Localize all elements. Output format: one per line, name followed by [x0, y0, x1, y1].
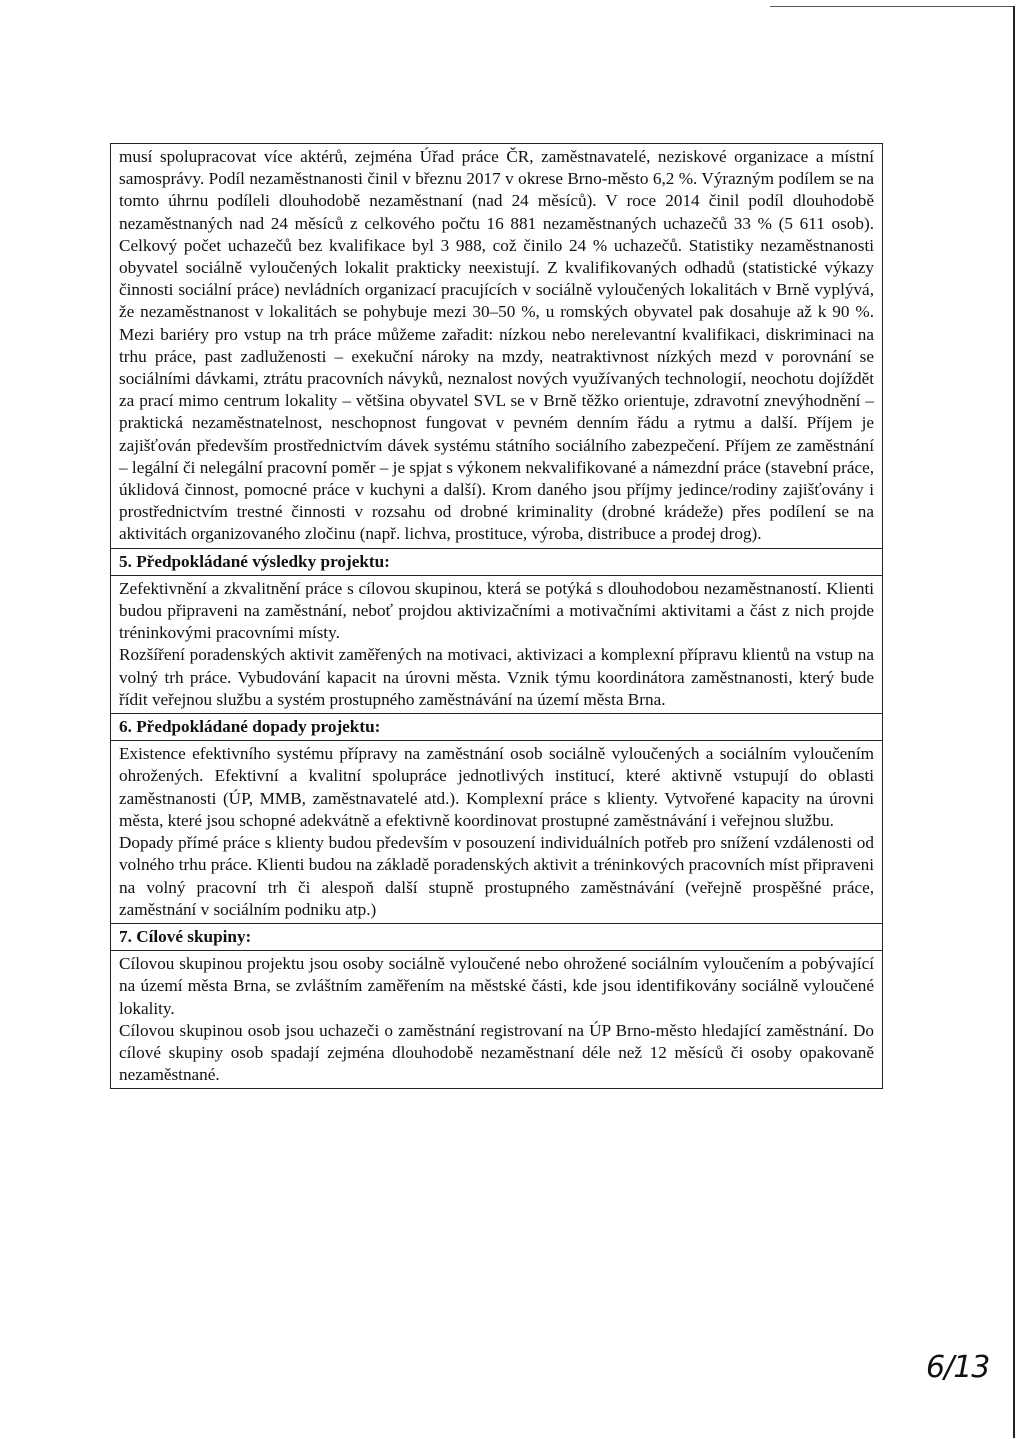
- section5-heading: 5. Předpokládané výsledky projektu:: [119, 551, 390, 571]
- scan-edge-top: [770, 6, 1015, 7]
- section6-paragraph-2: Dopady přímé práce s klienty budou především v posouzení individuálních potřeb pro snížení vzdálenosti od volného trhu práce. Klienti budou na základě poradenských aktivit a tréninkových pracovních míst připraveni na volný pracovní trh či alespoň další stupně prostupného zaměstnávání (veřejně prospěšné práce, zaměstnání v sociálním podniku atp.): [119, 833, 874, 919]
- section7-heading-cell: [111, 924, 882, 951]
- section5-heading-cell: [111, 549, 882, 576]
- section7-heading: 7. Cílové skupiny:: [119, 926, 252, 946]
- section6-heading-cell: [111, 714, 882, 741]
- section6-paragraph-1: Existence efektivního systému přípravy na zaměstnání osob sociálně vyloučených a sociálním vyloučením ohrožených. Efektivní a kvalitní spolupráce jednotlivých institucí, které aktivně vstupují do oblasti zaměstnanosti (ÚP, MMB, zaměstnavatelé atd.). Komplexní práce s klienty. Vytvořené kapacity na úrovni města, které jsou schopné adekvátně a efektivně koordinovat prostupné zaměstnávání i veřejnou službu.: [119, 744, 874, 830]
- section6-body-cell: [111, 741, 882, 924]
- section6-heading: 6. Předpokládané dopady projektu:: [119, 717, 381, 737]
- section5-body-cell: [111, 576, 882, 714]
- intro-cell: [111, 144, 882, 549]
- section5-paragraph-1: Zefektivnění a zkvalitnění práce s cílovou skupinou, která se potýká s dlouhodobou nezaměstnaností. Klienti budou připraveni na zaměstnání, neboť projdou aktivizačními a motivačními aktivitami a část z nich projde tréninkovými pracovními místy.: [119, 578, 874, 643]
- section7-paragraph-2: Cílovou skupinou osob jsou uchazeči o zaměstnání registrovaní na ÚP Brno-město hledající zaměstnání. Do cílové skupiny osob spadají zejména dlouhodobě nezaměstnaní déle než 12 měsíců či osoby opakovaně nezaměstnané.: [119, 1020, 874, 1085]
- handwritten-page-number: 6/13: [926, 1350, 990, 1385]
- section7-paragraph-1: Cílovou skupinou projektu jsou osoby sociálně vyloučené nebo ohrožené sociálním vyloučením a pobývající na území města Brna, se zvláštním zaměřením na městské části, kde jsou identifikovány sociálně vyloučené lokality.: [119, 954, 874, 1018]
- intro-paragraph: musí spolupracovat více aktérů, zejména Úřad práce ČR, zaměstnavatelé, neziskové organizace a místní samosprávy. Podíl nezaměstnanosti činil v březnu 2017 v okrese Brno-město 6,2 %. Výrazným podílem se na tomto úhrnu podíleli dlouhodobě nezaměstnaní (nad 24 měsíců). V roce 2014 činil podíl dlouhodobě nezaměstnaných nad 24 měsíců z celkového počtu 16 881 nezaměstnaných uchazečů 33 % (5 611 osob). Celkový počet uchazečů bez kvalifikace byl 3 988, což činilo 24 % uchazečů. Statistiky nezaměstnanosti obyvatel sociálně vyloučených lokalit prakticky neexistují. Z kvalifikovaných odhadů (statistické výkazy činnosti sociální práce) nevládních organizací pracujících v sociálně vyloučených lokalitách v Brně vyplývá, že nezaměstnanost v lokalitách se pohybuje mezi 30–50 %, u romských obyvatel pak dosahuje až k 90 %. Mezi bariéry pro vstup na trh práce můžeme zařadit: nízkou nebo nerelevantní kvalifikaci, diskriminaci na trhu práce, past zadluženosti – exekuční nároky na mzdy, neatraktivnost nízkých mezd v porovnání se sociálními dávkami, ztrátu pracovních návyků, neznalost nových využívaných technologií, neochotu dojíždět za prací mimo centrum lokality – většina obyvatel SVL se v Brně těžko orientuje, zdravotní znevýhodnění – praktická nezaměstnatelnost, neschopnost fungovat v pevném denním řádu a rytmu a další. Příjem je zajišťován především prostřednictvím dávek systému státního sociálního zabezpečení. Příjem ze zaměstnání – legální či nelegální pracovní poměr – je spjat s výkonem nekvalifikované a námezdní práce (stavební práce, úklidová činnost, pomocné práce v kuchyni a další). Krom daného jsou příjmy jedince/rodiny zajišťovány i prostřednictvím trestné činnosti v rozsahu od drobné kriminality (drobné krádeže) přes podílení se na aktivitách organizovaného zločinu (např. lichva, prostituce, výroba, distribuce a prodej drog).: [119, 147, 874, 544]
- section5-paragraph-2: Rozšíření poradenských aktivit zaměřených na motivaci, aktivizaci a komplexní přípravu klientů na vstup na volný trh práce. Vybudování kapacit na úrovni města. Vznik týmu koordinátora zaměstnanosti, který bude řídit veřejnou službu a systém prostupného zaměstnávání na území města Brna.: [119, 645, 874, 709]
- section7-body-cell: [111, 951, 882, 1088]
- scan-edge-right: [1013, 6, 1015, 1438]
- document-table: [110, 143, 883, 1089]
